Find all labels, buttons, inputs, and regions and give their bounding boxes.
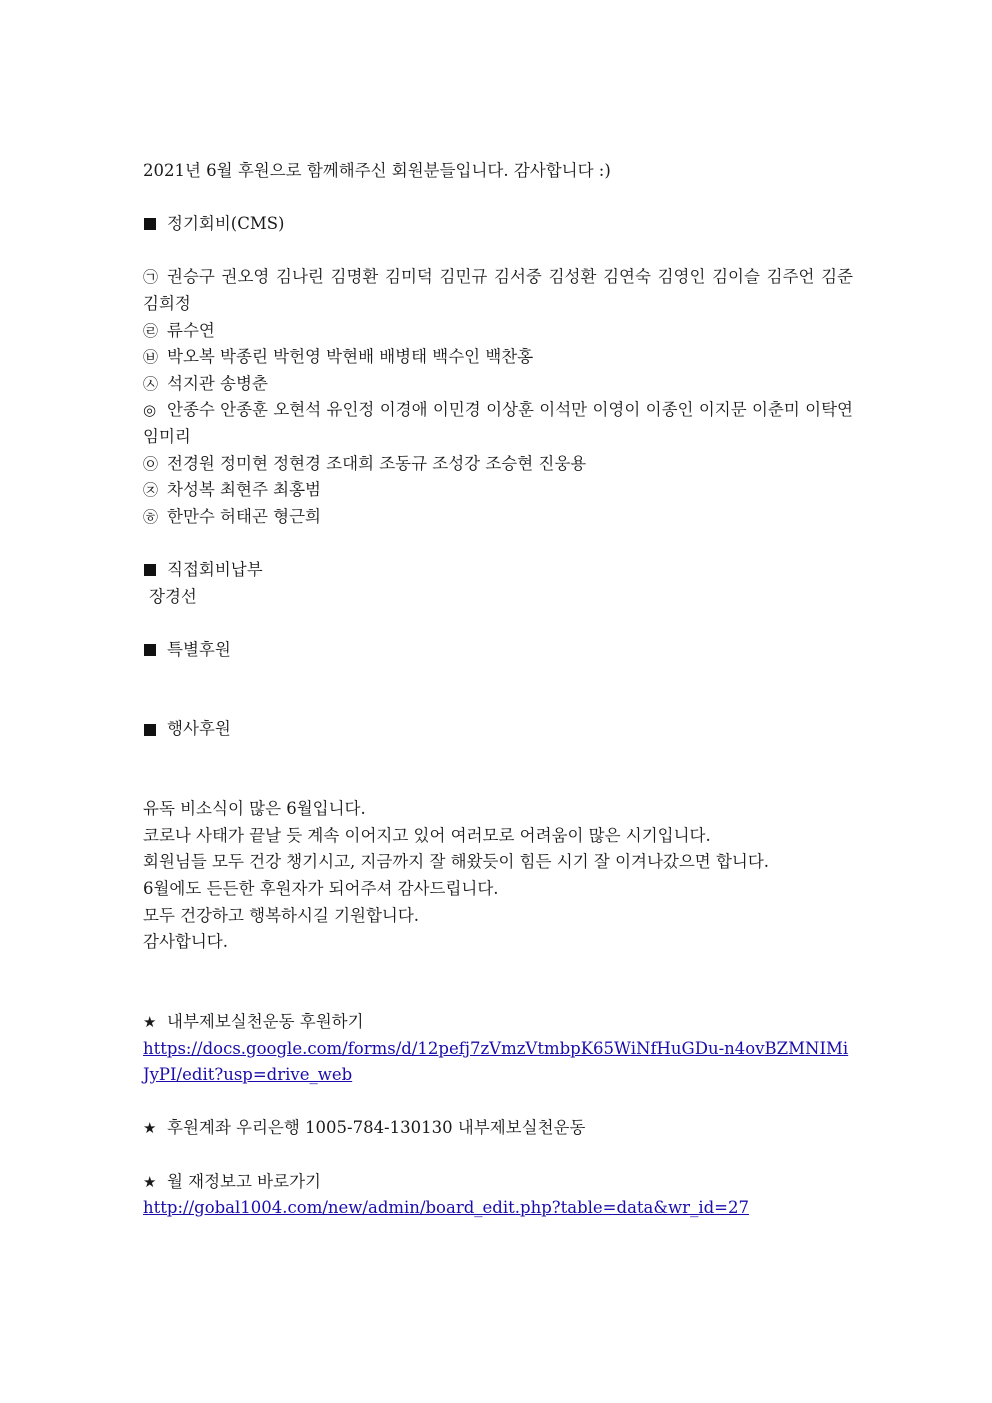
group-names: 류수연	[167, 320, 215, 340]
name-group	[143, 344, 853, 371]
group-glyph-icon: ㉭	[143, 507, 159, 526]
message-line: 회원님들 모두 건강 챙기시고, 지금까지 잘 해왔듯이 힘든 시기 잘 이겨나갔으면 합니다.	[143, 852, 770, 872]
group-names: 권승구 권오영 김나린 김명환 김미덕 김민규 김서중 김성환 김연숙 김영인 김이슬 김주언 김준 김희정	[143, 267, 853, 313]
square-bullet-icon	[144, 724, 156, 736]
name-group	[143, 318, 853, 345]
message-line: 모두 건강하고 행복하시길 기원합니다.	[143, 905, 420, 925]
group-glyph-icon: ㉥	[143, 348, 159, 367]
donate-heading	[143, 1009, 853, 1036]
group-glyph-icon: ㉠	[143, 268, 159, 287]
intro-text: 2021년 6월 후원으로 함께해주신 회원분들입니다. 감사합니다 :)	[143, 161, 611, 180]
name-group	[143, 397, 853, 450]
section-cms-heading	[143, 211, 853, 238]
star-icon: ★	[143, 1172, 157, 1191]
account-info	[143, 1115, 853, 1142]
group-names: 차성복 최현주 최홍범	[167, 480, 321, 500]
star-icon: ★	[143, 1013, 157, 1031]
message-line: 코로나 사태가 끝날 듯 계속 이어지고 있어 여러모로 어려움이 많은 시기입니다.	[143, 825, 711, 845]
account-label: 후원계좌 우리은행 1005-784-130130 내부제보실천운동	[167, 1118, 586, 1138]
name-group	[143, 477, 853, 504]
section-special-title: 특별후원	[167, 639, 231, 659]
square-bullet-icon	[144, 218, 156, 230]
report-link[interactable]: http://gobal1004.com/new/admin/board_edit.php?table=data&wr_id=27	[143, 1198, 749, 1218]
group-glyph-icon: ㉦	[143, 374, 159, 393]
square-bullet-icon	[144, 644, 156, 656]
cms-name-list	[143, 264, 853, 530]
name-group	[143, 264, 853, 317]
group-glyph-icon: ㉣	[143, 321, 159, 340]
group-names: 한만수 허태곤 형근희	[167, 506, 321, 526]
name-group	[143, 504, 853, 531]
report-heading	[143, 1169, 853, 1196]
name-group	[143, 371, 853, 398]
message-paragraph	[143, 796, 853, 956]
message-line: 감사합니다.	[143, 932, 228, 952]
name-group	[143, 451, 853, 478]
star-icon: ★	[143, 1119, 157, 1138]
group-glyph-icon: ◎	[143, 401, 157, 420]
section-special-heading	[143, 637, 853, 664]
report-label: 월 재정보고 바로가기	[167, 1171, 321, 1191]
group-glyph-icon: ㉧	[143, 454, 159, 473]
direct-names: 장경선	[149, 586, 197, 606]
message-line: 6월에도 든든한 후원자가 되어주셔 감사드립니다.	[143, 879, 499, 899]
group-names: 안종수 안종훈 오현석 유인정 이경애 이민경 이상훈 이석만 이영이 이종인 이지문 이춘미 이탁연 임미리	[143, 400, 853, 446]
group-names: 박오복 박종린 박헌영 박현배 배병태 백수인 백찬홍	[167, 347, 534, 367]
square-bullet-icon	[144, 564, 156, 576]
group-names: 전경원 정미현 정현경 조대희 조동규 조성강 조승현 진웅용	[167, 453, 587, 473]
donate-label: 내부제보실천운동 후원하기	[167, 1012, 364, 1031]
group-glyph-icon: ㉨	[143, 481, 159, 500]
group-names: 석지관 송병춘	[167, 373, 268, 393]
section-event-heading	[143, 716, 853, 743]
message-line: 유독 비소식이 많은 6월입니다.	[143, 799, 366, 819]
document-body	[143, 158, 853, 1222]
donate-link[interactable]: https://docs.google.com/forms/d/12pefj7zVmzVtmbpK65WiNfHuGDu-n4ovBZMNIMiJyPI/edit?usp=drive_web	[143, 1038, 849, 1085]
section-cms-title: 정기회비(CMS)	[167, 214, 285, 234]
section-direct-heading	[143, 557, 853, 584]
section-direct-title: 직접회비납부	[167, 559, 263, 579]
section-event-title: 행사후원	[167, 719, 231, 739]
